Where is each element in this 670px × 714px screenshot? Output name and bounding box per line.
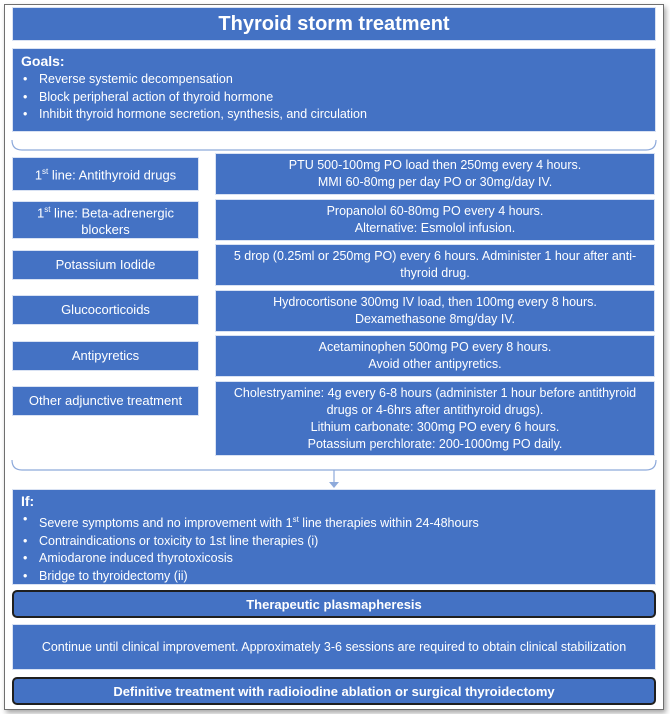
treatment-detail-antipyretics: Acetaminophen 500mg PO every 8 hours. Avoid other antipyretics. — [215, 335, 655, 377]
top-bracket — [12, 140, 656, 150]
treatment-label-beta-blockers: 1st line: Beta-adrenergic blockers — [12, 201, 199, 239]
goal-item: • Reverse systemic decompensation — [21, 71, 647, 89]
definitive-treatment-box: Definitive treatment with radioiodine ablation or surgical thyroidectomy — [12, 677, 656, 705]
treatment-detail-beta-blockers: Propanolol 60-80mg PO every 4 hours. Alternative: Esmolol infusion. — [215, 199, 655, 241]
if-heading: If: — [21, 493, 35, 509]
treatment-label-antipyretics: Antipyretics — [12, 341, 199, 371]
if-criteria-list — [21, 511, 647, 585]
if-criteria-item: • Amiodarone induced thyrotoxicosis — [21, 550, 647, 568]
diagram-title: Thyroid storm treatment — [12, 7, 656, 41]
continue-box: Continue until clinical improvement. Approximately 3-6 sessions are required to obtain clinical stabilization — [12, 624, 656, 670]
goals-list — [21, 71, 647, 124]
goals-box — [12, 48, 656, 132]
if-criteria-item: • Contraindications or toxicity to 1st line therapies (i) — [21, 533, 647, 551]
goal-item: • Inhibit thyroid hormone secretion, synthesis, and circulation — [21, 106, 647, 124]
bottom-bracket — [12, 460, 656, 470]
treatment-label-other-adjunctive: Other adjunctive treatment — [12, 386, 199, 416]
plasmapheresis-box: Therapeutic plasmapheresis — [12, 590, 656, 618]
treatment-detail-antithyroid: PTU 500-100mg PO load then 250mg every 4 hours. MMI 60-80mg per day PO or 30mg/day IV. — [215, 153, 655, 195]
goals-heading: Goals: — [21, 53, 65, 69]
treatment-detail-other-adjunctive: Cholestryamine: 4g every 6-8 hours (administer 1 hour before antithyroid drugs or 4-6hrs after antithyroid drugs). Lithium carbonate: 300mg PO every 6 hours. Potassium perchlorate: 200-1000mg PO daily. — [215, 381, 655, 456]
treatment-label-antithyroid: 1st line: Antithyroid drugs — [12, 157, 199, 191]
treatment-label-glucocorticoids: Glucocorticoids — [12, 295, 199, 325]
treatment-label-potassium-iodide: Potassium Iodide — [12, 250, 199, 280]
if-criteria-item: • Bridge to thyroidectomy (ii) — [21, 568, 647, 586]
if-criteria-item: • Severe symptoms and no improvement with 1st line therapies within 24-48hours — [21, 511, 647, 533]
goal-item: • Block peripheral action of thyroid hormone — [21, 89, 647, 107]
if-criteria-box — [12, 489, 656, 585]
treatment-detail-potassium-iodide: 5 drop (0.25ml or 250mg PO) every 6 hours. Administer 1 hour after anti-thyroid drug. — [215, 244, 655, 286]
bottom-bracket-arrowhead — [329, 482, 339, 488]
treatment-detail-glucocorticoids: Hydrocortisone 300mg IV load, then 100mg every 8 hours. Dexamethasone 8mg/day IV. — [215, 290, 655, 332]
